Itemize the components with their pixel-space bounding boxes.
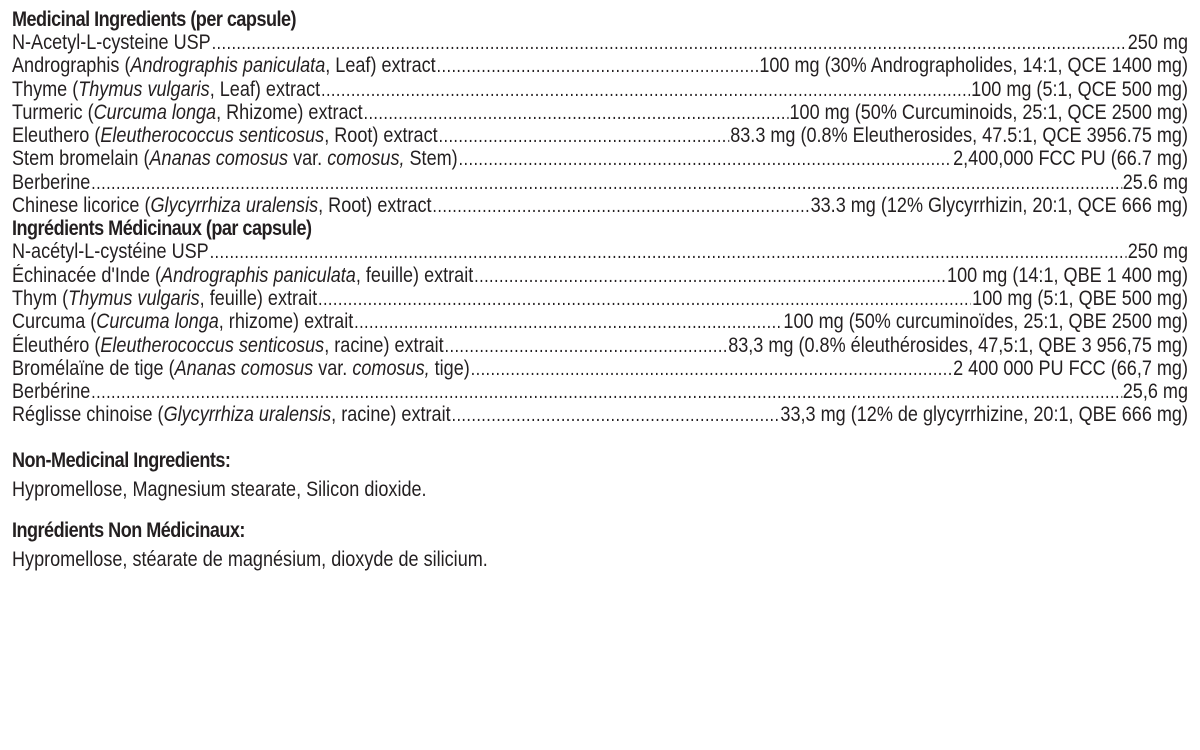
ingredient-name: N-acétyl-L-cystéine USP <box>12 240 209 264</box>
medicinal-ingredients-heading-fr: Ingrédients Médicinaux (par capsule) <box>12 217 312 241</box>
ingredient-row <box>12 147 1188 170</box>
ingredient-row <box>12 287 1188 310</box>
ingredient-amount: 100 mg (30% Andrographolides, 14:1, QCE 1400 mg) <box>759 54 1188 78</box>
non-medicinal-text-fr: Hypromellose, stéarate de magnésium, dioxyde de silicium. <box>12 547 488 571</box>
ingredient-row <box>12 78 1188 101</box>
dot-leader <box>432 195 809 217</box>
ingredient-name: Réglisse chinoise (Glycyrrhiza uralensis, racine) extrait <box>12 403 451 427</box>
ingredient-name: Curcuma (Curcuma longa, rhizome) extrait <box>12 310 354 334</box>
ingredient-amount: 25,6 mg <box>1122 380 1188 404</box>
dot-leader <box>439 125 730 147</box>
ingredient-amount: 25.6 mg <box>1122 170 1188 194</box>
dot-leader <box>363 102 788 124</box>
ingredient-row <box>12 403 1188 426</box>
dot-leader <box>212 32 1127 54</box>
ingredient-row <box>12 334 1188 357</box>
ingredient-name: Berberine <box>12 170 91 194</box>
non-medicinal-heading-fr: Ingrédients Non Médicinaux: <box>12 518 245 542</box>
ingredient-name: Éleuthéro (Eleutherococcus senticosus, racine) extrait <box>12 333 444 357</box>
ingredient-name: Turmeric (Curcuma longa, Rhizome) extract <box>12 100 363 124</box>
dot-leader <box>318 288 971 310</box>
dot-leader <box>459 148 953 170</box>
ingredient-row <box>12 310 1188 333</box>
ingredient-name: Chinese licorice (Glycyrrhiza uralensis, Root) extract <box>12 194 432 218</box>
ingredient-name: Thym (Thymus vulgaris, feuille) extrait <box>12 286 318 310</box>
ingredient-name: Bromélaïne de tige (Ananas comosus var. comosus, tige) <box>12 356 470 380</box>
ingredient-amount: 250 mg <box>1127 31 1188 54</box>
ingredient-row <box>12 194 1188 217</box>
ingredient-amount: 2,400,000 FCC PU (66.7 mg) <box>953 147 1188 171</box>
medicinal-ingredients-list-en <box>12 31 1188 217</box>
ingredient-name: Berbérine <box>12 380 91 404</box>
spacer <box>12 427 1188 447</box>
dot-leader <box>210 241 1127 263</box>
ingredient-amount: 2 400 000 PU FCC (66,7 mg) <box>953 356 1188 380</box>
ingredient-row <box>12 264 1188 287</box>
ingredient-amount: 83,3 mg (0.8% éleuthérosides, 47,5:1, QBE 3 956,75 mg) <box>728 333 1188 357</box>
ingredient-name: Stem bromelain (Ananas comosus var. comosus, Stem) <box>12 147 458 171</box>
ingredient-amount: 100 mg (50% curcuminoïdes, 25:1, QBE 2500 mg) <box>783 310 1188 334</box>
dot-leader <box>474 265 946 287</box>
medicinal-ingredients-list-fr <box>12 240 1188 426</box>
ingredient-amount: 250 mg <box>1127 240 1188 264</box>
dot-leader <box>471 358 953 380</box>
dot-leader <box>354 311 782 333</box>
non-medicinal-heading-en: Non-Medicinal Ingredients: <box>12 448 231 472</box>
ingredient-name: Échinacée d'Inde (Andrographis paniculata, feuille) extrait <box>12 263 474 287</box>
dot-leader <box>321 79 970 101</box>
ingredient-name: Eleuthero (Eleutherococcus senticosus, Root) extract <box>12 124 438 148</box>
ingredient-amount: 100 mg (50% Curcuminoids, 25:1, QCE 2500 mg) <box>789 100 1188 124</box>
ingredient-amount: 100 mg (5:1, QCE 500 mg) <box>971 77 1188 101</box>
ingredient-row <box>12 380 1188 403</box>
dot-leader <box>445 335 728 357</box>
ingredient-amount: 100 mg (14:1, QBE 1 400 mg) <box>947 263 1188 287</box>
ingredient-row <box>12 31 1188 54</box>
ingredient-row <box>12 54 1188 77</box>
ingredient-row <box>12 171 1188 194</box>
ingredient-row <box>12 101 1188 124</box>
ingredient-name: Andrographis (Andrographis paniculata, Leaf) extract <box>12 54 436 78</box>
ingredient-row <box>12 240 1188 263</box>
dot-leader <box>451 404 779 426</box>
ingredient-amount: 83.3 mg (0.8% Eleutherosides, 47.5:1, QCE 3956.75 mg) <box>730 124 1188 148</box>
dot-leader <box>437 55 759 77</box>
non-medicinal-text-en: Hypromellose, Magnesium stearate, Silicon dioxide. <box>12 477 427 501</box>
ingredient-name: Thyme (Thymus vulgaris, Leaf) extract <box>12 77 321 101</box>
medicinal-ingredients-heading-en: Medicinal Ingredients (per capsule) <box>12 8 297 31</box>
ingredient-amount: 33,3 mg (12% de glycyrrhizine, 20:1, QBE 666 mg) <box>780 403 1188 427</box>
ingredient-amount: 33.3 mg (12% Glycyrrhizin, 20:1, QCE 666 mg) <box>810 194 1188 218</box>
ingredient-name: N-Acetyl-L-cysteine USP <box>12 31 211 54</box>
ingredient-row <box>12 124 1188 147</box>
dot-leader <box>91 172 1122 194</box>
spacer <box>12 505 1188 517</box>
ingredient-amount: 100 mg (5:1, QBE 500 mg) <box>972 286 1188 310</box>
ingredient-row <box>12 357 1188 380</box>
dot-leader <box>91 381 1122 403</box>
